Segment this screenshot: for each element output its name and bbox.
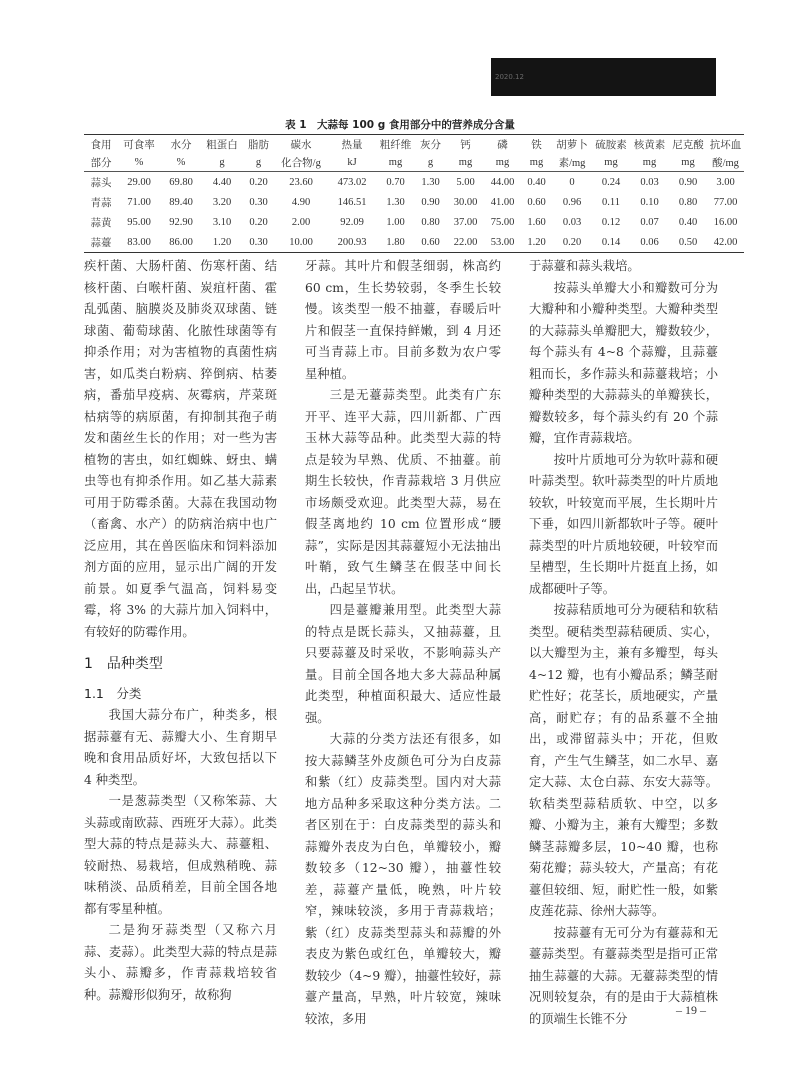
column-unit: mg	[592, 153, 630, 172]
table-cell: 92.09	[340, 216, 364, 228]
paragraph: 一是葱蒜类型（又称笨蒜、大头蒜或南欧蒜、西班牙大蒜）。此类型大蒜的特点是蒜头大、蒜薹粗、较耐热、易栽培，但成熟稍晚、蒜味稍淡、品质稍差，目前全国各地都有零星种植。	[84, 794, 277, 916]
table-cell: 0.11	[602, 196, 620, 208]
paragraph: 四是薹瓣兼用型。此类型大蒜的特点是既长蒜头，又抽蒜薹，且只要蒜薹及时采收，不影响蒜头产量。目前全国各地大多大蒜品种属此类型，种植面积最大、适应性最强。	[305, 603, 501, 725]
table-cell: 1.60	[527, 216, 546, 228]
table-body	[84, 172, 744, 253]
page-number: – 19 –	[676, 1003, 706, 1017]
column-unit: 化合物/g	[275, 153, 327, 172]
nutrition-table	[84, 134, 744, 253]
column-unit: %	[118, 153, 160, 172]
column-header: 粗纤维	[377, 135, 414, 154]
paragraph: 三是无薹蒜类型。此类有广东开平、连平大蒜，四川新都、广西玉林大蒜等品种。此类型大蒜的特点是较为早熟、优质、不抽薹。前期生长较快，作青蒜栽培 3 月供应市场颇受欢迎。此类型大蒜，易在假茎离地约 10 cm 位置形成“腰蒜”，实际是因其蒜薹短小无法抽出叶鞘，致气生鳞茎在假茎中间长出，凸起呈节状。	[305, 388, 501, 596]
table-cell: 0.03	[562, 216, 582, 228]
column-header: 碳水	[275, 135, 327, 154]
table-cell: 37.00	[453, 216, 478, 228]
column-header: 粗蛋白	[202, 135, 242, 154]
paragraph: 大蒜的分类方法还有很多，如按大蒜鳞茎外皮颜色可分为白皮蒜和紫（红）皮蒜类型。国内对大蒜地方品种多采取这种分类方法。二者区别在于：白皮蒜类型的蒜头和蒜瓣外表皮为白色，单瓣较小，瓣数较多（12~30 瓣），抽薹性较差，蒜薹产量低，晚熟，叶片较窄，辣味较淡，多用于青蒜栽培；紫（红）皮蒜类型蒜头和蒜瓣的外表皮为紫色或红色，单瓣较大，瓣数较少（4~9 瓣），抽薹性较好，蒜薹产量高，早熟，叶片较宽，辣味较浓，多用	[305, 732, 501, 1026]
table-cell: 4.90	[291, 196, 311, 208]
column-header: 食用	[84, 135, 118, 154]
column-header: 灰分	[414, 135, 447, 154]
column-unit: mg	[484, 153, 521, 172]
table-cell: 0.80	[421, 216, 440, 228]
column-header: 胡萝卜	[552, 135, 592, 154]
table-row	[84, 172, 744, 193]
table-cell: 44.00	[490, 176, 515, 188]
paragraph: 二是狗牙蒜类型（又称六月蒜、麦蒜）。此类型大蒜的特点是蒜头小、蒜瓣多，作青蒜栽培较省种。蒜瓣形似狗牙，故称狗	[84, 923, 277, 1002]
column-unit: 酸/mg	[707, 153, 744, 172]
table-cell: 1.30	[386, 196, 405, 208]
table-row	[84, 212, 744, 232]
table-cell: 3.00	[716, 176, 735, 188]
table-cell: 92.90	[169, 216, 193, 228]
row-label: 蒜黄	[90, 217, 112, 229]
paragraph: 按蒜薹有无可分为有薹蒜和无薹蒜类型。有薹蒜类型是指可正常抽生蒜薹的大蒜。无薹蒜类型的情况则较复杂，有的是由于大蒜植株的顶端生长锥不分	[529, 925, 718, 1026]
table-cell: 41.00	[490, 196, 515, 208]
paragraph: 我国大蒜分布广，种类多，根据蒜薹有无、蒜瓣大小、生育期早晚和食用品质好坏，大致包括以下 4 种类型。	[84, 708, 277, 787]
subsection-title: 1.1 分类	[84, 686, 142, 701]
table-cell: 0.20	[552, 232, 592, 253]
row-label: 青蒜	[90, 197, 112, 209]
column-header: 热量	[327, 135, 377, 154]
table-cell: 71.00	[127, 196, 151, 208]
table-cell: 0.50	[669, 232, 707, 253]
column-header: 脂肪	[242, 135, 275, 154]
table-cell: 89.40	[169, 196, 193, 208]
table-cell: 0.03	[640, 176, 659, 188]
table-cell: 83.00	[118, 232, 160, 253]
paragraph: 按蒜秸质地可分为硬秸和软秸类型。硬秸类型蒜秸硬质、实心，以大瓣型为主，兼有多瓣型，每头 4~12 瓣，也有小瓣品系；鳞茎耐贮性好；花茎长，质地硬实，产量高，耐贮存；有的品系薹不全抽出，或滞留蒜头中；开花，但败育，产生气生鳞茎，如二水早、嘉定大蒜、太仓白蒜、东安大蒜等。软秸类型蒜秸质软、中空，以多瓣、小瓣为主，兼有大瓣型；多数鳞茎蒜瓣多层，10~40 瓣，也称菊花瓣；蒜头较大，产量高；有花薹但较细、短，耐贮性一般，如紫皮莲花蒜、徐州大蒜等。	[529, 603, 718, 918]
table-cell: 3.20	[212, 196, 232, 208]
paragraph: 按蒜头单瓣大小和瓣数可分为大瓣种和小瓣种类型。大瓣种类型的大蒜蒜头单瓣肥大，瓣数较少，每个蒜头有 4~8 个蒜瓣，且蒜薹粗而长，多作蒜头和蒜薹栽培；小瓣种类型的大蒜蒜头的单瓣狭长，瓣数较多，每个蒜头约有 20 个蒜瓣，宜作青蒜栽培。	[529, 280, 718, 445]
column-header: 磷	[484, 135, 521, 154]
table-cell: 0.06	[630, 232, 669, 253]
table-cell: 86.00	[160, 232, 202, 253]
table-cell: 1.30	[421, 176, 440, 188]
table-cell: 75.00	[490, 216, 515, 228]
column-unit: 素/mg	[552, 153, 592, 172]
row-label: 蒜头	[90, 177, 112, 189]
column-header: 钙	[447, 135, 484, 154]
column-unit: mg	[669, 153, 707, 172]
issue-stamp: 2020.12	[495, 73, 524, 81]
table-cell: 1.00	[386, 216, 405, 228]
table-header-row-2	[84, 153, 744, 172]
row-label: 蒜薹	[84, 232, 118, 253]
table-cell: 0.30	[249, 196, 268, 208]
table-cell: 0.20	[249, 216, 268, 228]
table-cell: 0.60	[527, 196, 546, 208]
table-cell: 0.96	[562, 196, 582, 208]
column-unit: mg	[521, 153, 552, 172]
table-cell: 16.00	[713, 216, 738, 228]
table-cell: 1.20	[521, 232, 552, 253]
column-header: 抗坏血	[707, 135, 744, 154]
table-cell: 0.70	[386, 176, 405, 188]
table-cell: 95.00	[127, 216, 151, 228]
table-header-row-1	[84, 135, 744, 154]
table-cell: 1.80	[377, 232, 414, 253]
table-cell: 473.02	[337, 176, 367, 188]
table-caption: 表 1 大蒜每 100 g 食用部分中的营养成分含量	[285, 119, 515, 131]
column-unit: g	[202, 153, 242, 172]
text-column-2	[305, 256, 501, 1030]
table-cell: 0.10	[640, 196, 659, 208]
table-cell: 30.00	[453, 196, 478, 208]
table-cell: 0.30	[242, 232, 275, 253]
table-cell: 10.00	[275, 232, 327, 253]
table-cell: 0.20	[249, 176, 268, 188]
table-cell: 0.07	[640, 216, 659, 228]
table-cell: 0.90	[678, 176, 698, 188]
column-unit: g	[242, 153, 275, 172]
table-cell: 146.51	[337, 196, 367, 208]
table-row	[84, 232, 744, 253]
table-cell: 200.93	[327, 232, 377, 253]
table-cell: 1.20	[202, 232, 242, 253]
paragraph: 于蒜薹和蒜头栽培。	[529, 259, 640, 273]
table-cell: 0	[569, 176, 575, 188]
column-unit: 部分	[84, 153, 118, 172]
table-cell: 22.00	[447, 232, 484, 253]
column-header: 水分	[160, 135, 202, 154]
table-cell: 3.10	[212, 216, 232, 228]
paragraph: 疾杆菌、大肠杆菌、伤寒杆菌、结核杆菌、白喉杆菌、炭疽杆菌、霍乱弧菌、脑膜炎及肺炎双球菌、链球菌、葡萄球菌、化脓性球菌等有抑杀作用；对为害植物的真菌性病害，如瓜类白粉病、猝倒病、枯萎病，番茄早疫病、灰霉病，芹菜斑枯病等的病原菌，有抑制其孢子萌发和菌丝生长的作用；对一些为害植物的害虫，如红蜘蛛、蚜虫、螨虫等也有抑杀作用。如乙基大蒜素可用于防霉杀菌。大蒜在我国动物（畜禽、水产）的防病治病中也广泛应用，其在兽医临床和饲料添加剂方面的应用，显示出广阔的开发前景。如夏季气温高，饲料易变霉，将 3% 的大蒜片加入饲料中，有较好的防霉作用。	[84, 259, 277, 639]
table-cell: 0.24	[601, 176, 621, 188]
table-cell: 0.60	[414, 232, 447, 253]
table-cell: 77.00	[713, 196, 738, 208]
table-cell: 0.80	[678, 196, 698, 208]
table-cell: 5.00	[456, 176, 475, 188]
paragraph: 牙蒜。其叶片和假茎细弱，株高约 60 cm，生长势较弱，冬季生长较慢。该类型一般不抽薹，春暖后叶片和假茎一直保持鲜嫩，到 4 月还可当青蒜上市。目前多数为农户零星种植。	[305, 259, 501, 381]
table-cell: 29.00	[127, 176, 151, 188]
header-black-block	[491, 58, 716, 96]
column-header: 核黄素	[630, 135, 669, 154]
column-header: 硫胺素	[592, 135, 630, 154]
table-cell: 0.14	[592, 232, 630, 253]
table-cell: 53.00	[484, 232, 521, 253]
table-cell: 0.90	[421, 196, 440, 208]
table-row	[84, 192, 744, 212]
table-cell: 23.60	[289, 176, 313, 188]
table-cell: 2.00	[291, 216, 311, 228]
table-cell: 0.12	[601, 216, 621, 228]
section-title: 1 品种类型	[84, 656, 163, 672]
column-unit: mg	[630, 153, 669, 172]
table-cell: 4.40	[212, 176, 232, 188]
table-cell: 69.80	[169, 176, 193, 188]
text-column-3	[529, 256, 718, 1030]
text-column-1	[84, 256, 277, 1006]
column-unit: g	[414, 153, 447, 172]
table-cell: 0.40	[678, 216, 698, 228]
column-header: 可食率	[118, 135, 160, 154]
column-unit: %	[160, 153, 202, 172]
column-header: 铁	[521, 135, 552, 154]
column-unit: mg	[377, 153, 414, 172]
table-cell: 0.40	[527, 176, 546, 188]
column-header: 尼克酸	[669, 135, 707, 154]
column-unit: kJ	[327, 153, 377, 172]
column-unit: mg	[447, 153, 484, 172]
paragraph: 按叶片质地可分为软叶蒜和硬叶蒜类型。软叶蒜类型的叶片质地较软，叶较宽而平展，生长期叶片下垂，如四川新都软叶子等。硬叶蒜类型的叶片质地较硬，叶较窄而呈槽型，生长期叶片挺直上扬，如成都硬叶子等。	[529, 452, 718, 596]
table-cell: 42.00	[707, 232, 744, 253]
